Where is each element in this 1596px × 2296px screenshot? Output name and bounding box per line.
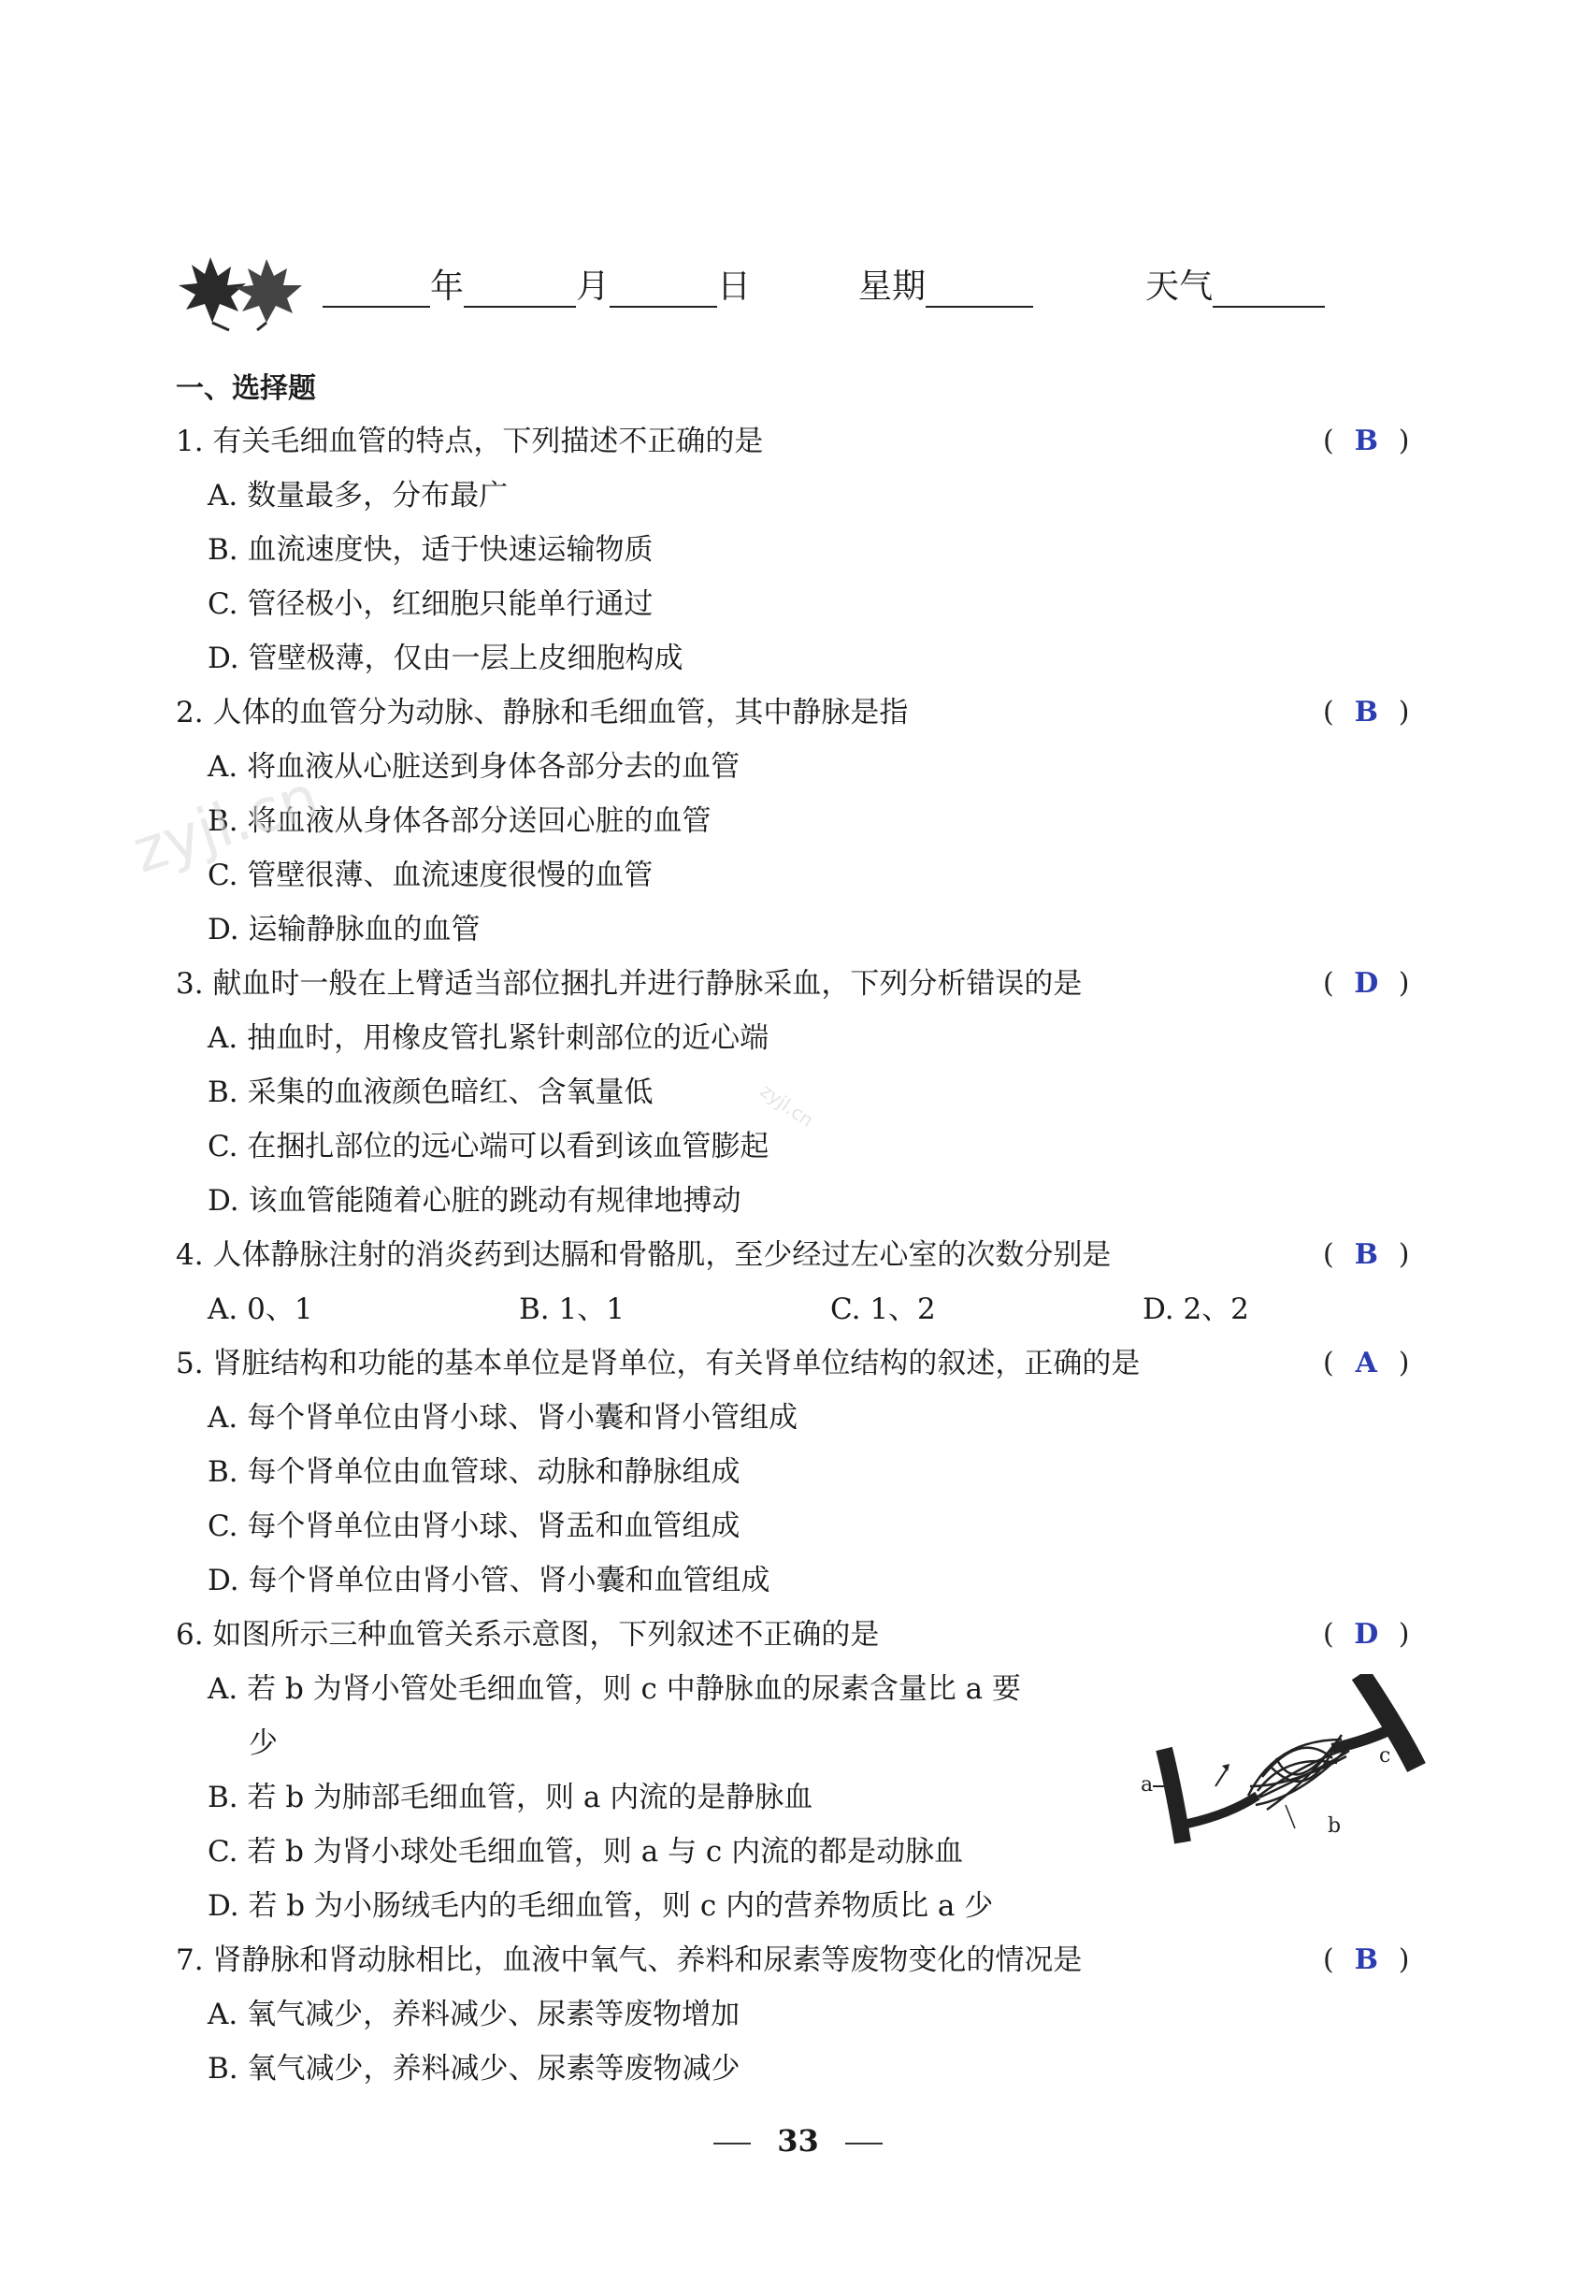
question-4-option-c: C. 1、2: [830, 1292, 936, 1326]
question-7-option-b: B. 氧气减少，养料减少、尿素等废物减少: [208, 2052, 740, 2086]
page-footer: [0, 2123, 1596, 2159]
figure-label-c: c: [1379, 1744, 1391, 1768]
question-5-option-d: D. 每个肾单位由肾小管、肾小囊和血管组成: [208, 1564, 770, 1597]
question-7-stem: 7. 肾静脉和肾动脉相比，血液中氧气、养料和尿素等废物变化的情况是: [176, 1943, 1083, 1977]
answer-3: ( D ): [1323, 965, 1410, 1003]
question-2-option-b: B. 将血液从身体各部分送回心脏的血管: [208, 804, 712, 838]
question-4-option-a: A. 0、1: [208, 1292, 313, 1326]
question-1-option-c: C. 管径极小，红细胞只能单行通过: [208, 587, 654, 621]
question-3-option-a: A. 抽血时，用橡皮管扎紧针刺部位的近心端: [208, 1021, 769, 1055]
question-4-stem: 4. 人体静脉注射的消炎药到达膈和骨骼肌，至少经过左心室的次数分别是: [176, 1238, 1112, 1272]
day-blank[interactable]: [610, 274, 717, 308]
question-5-option-c: C. 每个肾单位由肾小球、肾盂和血管组成: [208, 1509, 740, 1543]
figure-label-b: b: [1328, 1814, 1342, 1838]
question-5-option-b: B. 每个肾单位由血管球、动脉和静脉组成: [208, 1455, 740, 1489]
question-1-option-a: A. 数量最多，分布最广: [208, 479, 509, 513]
answer-5-letter: A: [1355, 1347, 1377, 1379]
watermark-small: zyjl.cn: [755, 1078, 818, 1133]
question-6-stem: 6. 如图所示三种血管关系示意图，下列叙述不正确的是: [176, 1618, 880, 1652]
answer-6-letter: D: [1354, 1618, 1379, 1651]
watermark-large: zyjl.cn: [124, 762, 327, 888]
question-5-option-a: A. 每个肾单位由肾小球、肾小囊和肾小管组成: [208, 1401, 798, 1435]
date-weather-line: [323, 267, 1325, 308]
figure-label-a: a: [1141, 1773, 1154, 1797]
weather-blank[interactable]: [1213, 274, 1325, 308]
weekday-label: 星期: [858, 267, 927, 306]
question-2-option-d: D. 运输静脉血的血管: [208, 913, 481, 946]
question-1-stem: 1. 有关毛细血管的特点，下列描述不正确的是: [176, 425, 764, 458]
answer-7: ( B ): [1323, 1942, 1410, 1979]
year-label: 年: [430, 267, 465, 306]
question-4-option-b: B. 1、1: [519, 1292, 625, 1326]
question-3-option-b: B. 采集的血液颜色暗红、含氧量低: [208, 1076, 654, 1109]
question-1-option-b: B. 血流速度快，适于快速运输物质: [208, 533, 654, 567]
answer-5: ( A ): [1323, 1345, 1410, 1382]
month-blank[interactable]: [464, 274, 576, 308]
question-3-option-c: C. 在捆扎部位的远心端可以看到该血管膨起: [208, 1130, 769, 1163]
header-bar: [173, 248, 1388, 332]
question-6-option-c: C. 若 b 为肾小球处毛细血管，则 a 与 c 内流的都是动脉血: [208, 1835, 964, 1869]
day-label: 日: [717, 267, 752, 306]
question-6-option-a-cont: 少: [249, 1726, 278, 1760]
question-4-option-d: D. 2、2: [1143, 1292, 1249, 1326]
answer-3-letter: D: [1354, 967, 1379, 1000]
question-6-option-a: A. 若 b 为肾小管处毛细血管，则 c 中静脉血的尿素含量比 a 要: [208, 1672, 1021, 1706]
answer-4-letter: B: [1354, 1238, 1378, 1271]
section-title: 一、选择题: [176, 372, 316, 405]
weather-label: 天气: [1145, 267, 1214, 306]
answer-7-letter: B: [1354, 1943, 1378, 1976]
question-1-option-d: D. 管壁极薄，仅由一层上皮细胞构成: [208, 642, 683, 675]
blood-vessel-figure: [1141, 1674, 1426, 1852]
answer-1-letter: B: [1354, 425, 1378, 457]
question-3-stem: 3. 献血时一般在上臂适当部位捆扎并进行静脉采血，下列分析错误的是: [176, 967, 1083, 1001]
answer-2-letter: B: [1354, 696, 1378, 729]
question-2-option-c: C. 管壁很薄、血流速度很慢的血管: [208, 859, 654, 892]
question-7-option-a: A. 氧气减少，养料减少、尿素等废物增加: [208, 1998, 740, 2031]
question-6-option-b: B. 若 b 为肺部毛细血管，则 a 内流的是静脉血: [208, 1781, 813, 1814]
answer-6: ( D ): [1323, 1616, 1410, 1653]
answer-2: ( B ): [1323, 694, 1410, 731]
page-number: 33: [777, 2123, 819, 2159]
question-2-option-a: A. 将血液从心脏送到身体各部分去的血管: [208, 750, 740, 784]
answer-1: ( B ): [1323, 423, 1410, 460]
answer-4: ( B ): [1323, 1236, 1410, 1274]
year-blank[interactable]: [323, 274, 430, 308]
question-5-stem: 5. 肾脏结构和功能的基本单位是肾单位，有关肾单位结构的叙述，正确的是: [176, 1347, 1141, 1380]
question-3-option-d: D. 该血管能随着心脏的跳动有规律地搏动: [208, 1184, 741, 1218]
weekday-blank[interactable]: [926, 274, 1033, 308]
maple-leaf-icon: [173, 248, 323, 332]
question-2-stem: 2. 人体的血管分为动脉、静脉和毛细血管，其中静脉是指: [176, 696, 909, 729]
question-6-option-d: D. 若 b 为小肠绒毛内的毛细血管，则 c 内的营养物质比 a 少: [208, 1889, 994, 1923]
month-label: 月: [576, 267, 611, 306]
